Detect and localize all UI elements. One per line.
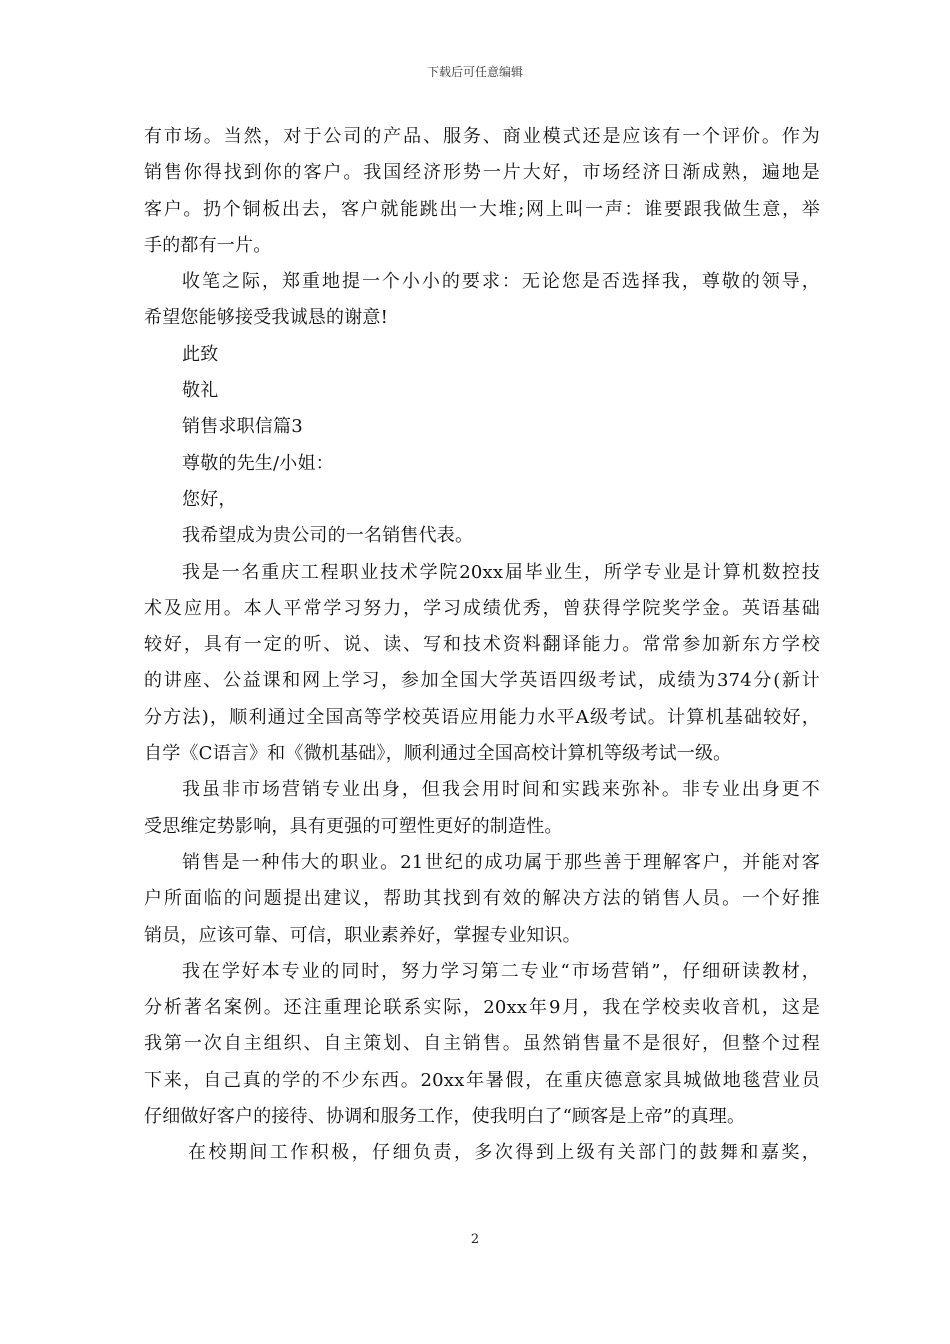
body-line: 销员，应该可靠、可信，职业素养好，掌握专业知识。 (144, 924, 581, 946)
body-line: 术及应用。本人平常学习努力，学习成绩优秀，曾获得学院奖学金。英语基础 (144, 597, 820, 619)
greeting: 您好， (182, 488, 237, 510)
salutation: 尊敬的先生/小姐： (182, 452, 334, 474)
body-line: 我第一次自主组织、自主策划、自主销售。虽然销售量不是很好，但整个过程 (144, 1033, 820, 1055)
page-header: 下载后可任意编辑 (426, 65, 523, 79)
closing-line: 敬礼 (182, 380, 219, 402)
page-number: 2 (470, 1232, 480, 1247)
body-line: 我在学好本专业的同时，努力学习第二专业“市场营销”，仔细研读教材， (182, 960, 820, 982)
body-line: 在校期间工作积极，仔细负责，多次得到上级有关部门的鼓舞和嘉奖， (188, 1142, 820, 1164)
body-line: 手的都有一片。 (144, 234, 272, 256)
body-line: 希望您能够接受我诚恳的谢意! (144, 307, 389, 329)
body-line: 销售是一种伟大的职业。21世纪的成功属于那些善于理解客户，并能对客 (182, 851, 820, 873)
body-line: 仔细做好客户的接待、协调和服务工作，使我明白了“顾客是上帝”的真理。 (144, 1106, 746, 1128)
body-line: 我希望成为贵公司的一名销售代表。 (182, 525, 474, 547)
body-line: 收笔之际，郑重地提一个小小的要求：无论您是否选择我，尊敬的领导， (182, 271, 820, 293)
body-line: 我是一名重庆工程职业技术学院20xx届毕业生，所学专业是计算机数控技 (182, 561, 820, 583)
section-title: 销售求职信篇3 (182, 416, 303, 438)
body-line: 户所面临的问题提出建议，帮助其找到有效的解决方法的销售人员。一个好推 (144, 888, 820, 910)
body-line: 客户。扔个铜板出去，客户就能跳出一大堆;网上叫一声：谁要跟我做生意，举 (144, 198, 820, 220)
body-line: 的讲座、公益课和网上学习，参加全国大学英语四级考试，成绩为374分(新计 (144, 670, 820, 692)
document-body (144, 124, 820, 1177)
body-line: 自学《C语言》和《微机基础》，顺利通过全国高校计算机等级考试一级。 (144, 743, 732, 765)
body-line: 下来，自己真的学的不少东西。20xx年暑假，在重庆德意家具城做地毯营业员 (144, 1069, 820, 1091)
body-line: 较好，具有一定的听、说、读、写和技术资料翻译能力。常常参加新东方学校 (144, 634, 820, 656)
body-line: 销售你得找到你的客户。我国经济形势一片大好，市场经济日渐成熟，遍地是 (144, 162, 820, 184)
body-line: 我虽非市场营销专业出身，但我会用时间和实践来弥补。非专业出身更不 (182, 779, 820, 801)
closing-line: 此致 (182, 343, 219, 365)
body-line: 有市场。当然，对于公司的产品、服务、商业模式还是应该有一个评价。作为 (144, 126, 820, 147)
body-line: 受思维定势影响，具有更强的可塑性更好的制造性。 (144, 815, 563, 837)
body-line: 分析著名案例。还注重理论联系实际，20xx年9月，我在学校卖收音机，这是 (144, 997, 820, 1019)
body-line: 分方法)，顺利通过全国高等学校英语应用能力水平A级考试。计算机基础较好， (144, 706, 820, 728)
